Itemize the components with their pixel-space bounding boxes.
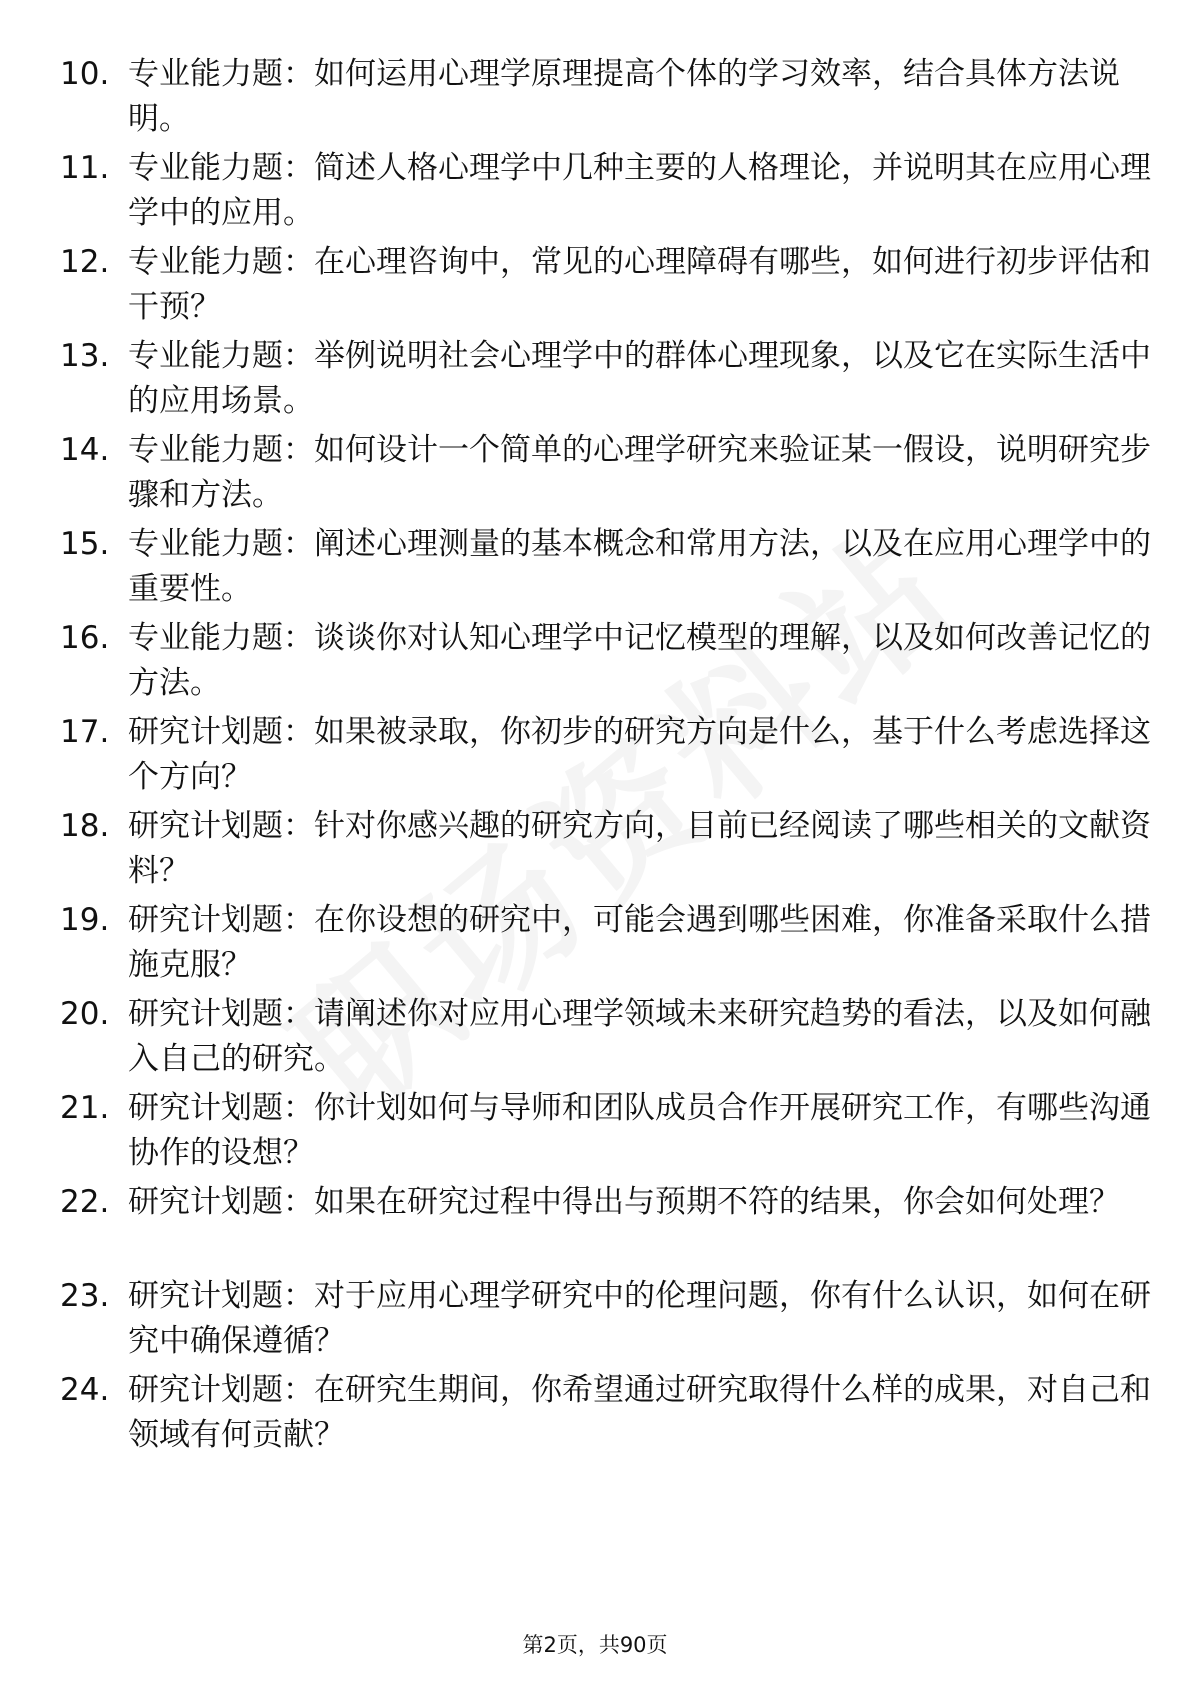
page-footer	[0, 1630, 1190, 1660]
question-item	[60, 616, 1151, 706]
question-text-block	[128, 240, 1168, 330]
question-number: 11.	[60, 150, 110, 186]
question-item	[60, 1086, 1151, 1176]
question-text-block	[128, 522, 1168, 612]
question-number: 17.	[60, 714, 110, 750]
question-number: 24.	[60, 1372, 110, 1408]
question-item	[60, 1368, 1151, 1458]
question-text-block	[128, 992, 1168, 1082]
question-category: 研究计划题：	[128, 808, 314, 844]
question-text-block	[128, 428, 1168, 518]
question-item	[60, 710, 1151, 800]
question-number: 18.	[60, 808, 110, 844]
question-text-block	[128, 710, 1168, 800]
question-number: 23.	[60, 1278, 110, 1314]
question-text: 在心理咨询中，常见的心理障碍有哪些，如何进行初步评估和干预？	[128, 244, 1151, 325]
question-text: 对于应用心理学研究中的伦理问题，你有什么认识，如何在研究中确保遵循？	[128, 1278, 1151, 1359]
question-number: 20.	[60, 996, 110, 1032]
question-text: 你计划如何与导师和团队成员合作开展研究工作，有哪些沟通协作的设想？	[128, 1090, 1151, 1171]
question-number: 10.	[60, 56, 110, 92]
question-category: 研究计划题：	[128, 1278, 314, 1314]
question-item	[60, 1180, 1120, 1270]
question-category: 专业能力题：	[128, 56, 314, 92]
question-category: 研究计划题：	[128, 1372, 314, 1408]
page-number: 第2页，共90页	[522, 1633, 668, 1657]
question-category: 研究计划题：	[128, 714, 314, 750]
question-item	[60, 804, 1151, 894]
question-category: 研究计划题：	[128, 1184, 314, 1220]
question-text-block	[128, 1086, 1168, 1176]
question-text: 谈谈你对认知心理学中记忆模型的理解，以及如何改善记忆的方法。	[128, 620, 1151, 701]
question-category: 研究计划题：	[128, 902, 314, 938]
question-text: 如果在研究过程中得出与预期不符的结果，你会如何处理？	[314, 1184, 1120, 1220]
question-text: 如何设计一个简单的心理学研究来验证某一假设，说明研究步骤和方法。	[128, 432, 1151, 513]
question-category: 研究计划题：	[128, 996, 314, 1032]
question-number: 14.	[60, 432, 110, 468]
question-text-block	[128, 52, 1168, 142]
question-text: 在你设想的研究中，可能会遇到哪些困难，你准备采取什么措施克服？	[128, 902, 1151, 983]
question-item	[60, 146, 1151, 236]
question-category: 专业能力题：	[128, 432, 314, 468]
question-text-block	[128, 1368, 1168, 1458]
question-text: 如何运用心理学原理提高个体的学习效率，结合具体方法说明。	[128, 56, 1120, 137]
question-category: 研究计划题：	[128, 1090, 314, 1126]
question-text-block	[128, 1180, 1168, 1225]
question-item	[60, 898, 1151, 988]
question-number: 16.	[60, 620, 110, 656]
question-text: 如果被录取，你初步的研究方向是什么，基于什么考虑选择这个方向？	[128, 714, 1151, 795]
question-number: 12.	[60, 244, 110, 280]
question-text: 简述人格心理学中几种主要的人格理论，并说明其在应用心理学中的应用。	[128, 150, 1151, 231]
question-text: 在研究生期间，你希望通过研究取得什么样的成果，对自己和领域有何贡献？	[128, 1372, 1151, 1453]
question-number: 21.	[60, 1090, 110, 1126]
question-text-block	[128, 334, 1168, 424]
question-item	[60, 334, 1151, 424]
question-item	[60, 1274, 1151, 1364]
question-text-block	[128, 804, 1168, 894]
question-item	[60, 428, 1151, 518]
question-number: 15.	[60, 526, 110, 562]
question-text: 举例说明社会心理学中的群体心理现象，以及它在实际生活中的应用场景。	[128, 338, 1151, 419]
question-item	[60, 992, 1151, 1082]
question-text-block	[128, 616, 1168, 706]
question-text-block	[128, 898, 1168, 988]
question-number: 19.	[60, 902, 110, 938]
question-text: 阐述心理测量的基本概念和常用方法，以及在应用心理学中的重要性。	[128, 526, 1151, 607]
question-category: 专业能力题：	[128, 526, 314, 562]
question-item	[60, 240, 1151, 330]
question-item	[60, 522, 1151, 612]
question-text-block	[128, 1274, 1168, 1364]
question-category: 专业能力题：	[128, 244, 314, 280]
question-category: 专业能力题：	[128, 338, 314, 374]
question-text: 针对你感兴趣的研究方向，目前已经阅读了哪些相关的文献资料？	[128, 808, 1151, 889]
question-category: 专业能力题：	[128, 620, 314, 656]
question-text: 请阐述你对应用心理学领域未来研究趋势的看法，以及如何融入自己的研究。	[128, 996, 1151, 1077]
question-category: 专业能力题：	[128, 150, 314, 186]
question-text-block	[128, 146, 1168, 236]
question-number: 22.	[60, 1184, 110, 1220]
question-number: 13.	[60, 338, 110, 374]
question-item	[60, 52, 1120, 142]
